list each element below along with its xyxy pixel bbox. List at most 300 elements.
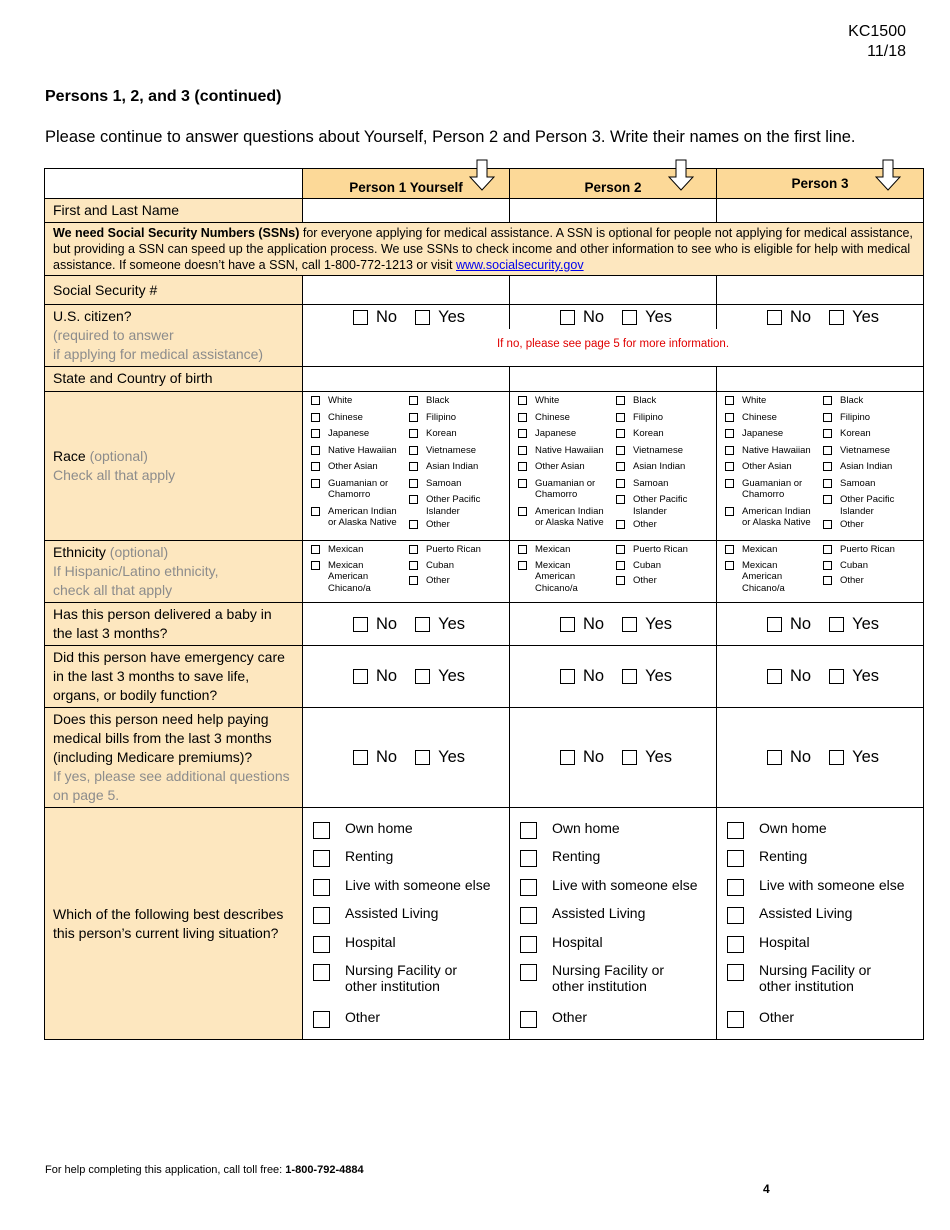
race-sub: Check all that apply	[53, 467, 176, 483]
no-checkbox[interactable]	[560, 669, 575, 684]
race-option-label: Samoan	[633, 477, 669, 489]
ethnicity-label	[45, 541, 303, 603]
living-option-label: Assisted Living	[759, 905, 853, 922]
yes-checkbox[interactable]	[829, 750, 844, 765]
race-option-label: Korean	[426, 428, 457, 439]
race-option	[725, 506, 819, 529]
race-option-label: Native Hawaiian	[535, 444, 604, 456]
living-option	[313, 962, 509, 1009]
race-option-label: Other	[426, 519, 450, 530]
ethnicity-checkbox[interactable]	[725, 545, 734, 554]
yes-checkbox[interactable]	[829, 310, 844, 325]
race-checkbox[interactable]	[409, 479, 418, 488]
ethnicity-options-p1	[303, 541, 510, 603]
race-checkbox[interactable]	[311, 413, 320, 422]
race-option-label: Japanese	[742, 428, 784, 439]
living-checkbox[interactable]	[520, 964, 537, 981]
ethnicity-grid	[303, 541, 509, 598]
no-checkbox[interactable]	[767, 310, 782, 325]
yes-checkbox[interactable]	[622, 750, 637, 765]
race-optional: (optional)	[85, 448, 148, 464]
race-checkbox[interactable]	[616, 396, 625, 405]
race-options-p3	[717, 392, 924, 541]
race-option-label: Filipino	[426, 411, 457, 423]
race-option	[616, 461, 710, 473]
ethnicity-option-label: Puerto Rican	[840, 544, 895, 555]
ethnicity-column-left	[725, 544, 819, 598]
race-checkbox[interactable]	[725, 446, 734, 455]
living-option-label: Hospital	[552, 933, 603, 950]
race-option-label: Vietnamese	[633, 444, 683, 456]
race-option	[725, 428, 819, 440]
race-option-label: Black	[426, 395, 450, 406]
race-checkbox[interactable]	[311, 446, 320, 455]
yes-option[interactable]	[823, 615, 879, 634]
race-checkbox[interactable]	[518, 479, 527, 488]
race-checkbox[interactable]	[823, 495, 832, 504]
living-option	[727, 1009, 923, 1037]
birth-field-p3[interactable]	[717, 367, 924, 392]
ethnicity-option	[823, 544, 917, 556]
ethnicity-option	[518, 560, 612, 595]
no-label: No	[375, 667, 398, 685]
race-checkbox[interactable]	[409, 520, 418, 529]
no-label: No	[582, 667, 605, 685]
race-option-label: Japanese	[328, 428, 370, 439]
birth-label: State and Country of birth	[45, 367, 303, 392]
no-checkbox[interactable]	[353, 750, 368, 765]
living-option-label: Live with someone else	[759, 876, 905, 893]
race-option	[409, 478, 503, 490]
yes-checkbox[interactable]	[622, 617, 637, 632]
race-checkbox[interactable]	[725, 462, 734, 471]
ethnicity-checkbox[interactable]	[409, 545, 418, 554]
race-option-label: Chinese	[742, 411, 777, 423]
living-option-label: Nursing Facility or other institution	[552, 961, 665, 994]
race-option	[409, 494, 503, 517]
living-checkbox[interactable]	[727, 936, 744, 953]
no-option[interactable]	[347, 615, 397, 634]
race-option	[518, 412, 612, 424]
no-label: No	[582, 748, 605, 766]
race-option-label: White	[328, 395, 353, 406]
citizen-yn-p2	[509, 305, 716, 329]
yes-label: Yes	[645, 667, 672, 685]
yes-label: Yes	[852, 667, 879, 685]
ssn-note-bold: We need Social Security Numbers (SSNs)	[53, 226, 300, 240]
ethnicity-checkbox[interactable]	[616, 561, 625, 570]
ethnicity-sub-2: check all that apply	[53, 582, 173, 598]
no-checkbox[interactable]	[767, 750, 782, 765]
living-option	[727, 962, 923, 1009]
citizen-yn-p1	[303, 305, 509, 329]
race-checkbox[interactable]	[518, 396, 527, 405]
race-checkbox[interactable]	[823, 429, 832, 438]
ethnicity-option-label: Other	[840, 575, 864, 586]
living-option-label: Hospital	[759, 933, 810, 950]
race-checkbox[interactable]	[311, 507, 320, 516]
race-option	[616, 412, 710, 424]
section-title: Persons 1, 2, and 3 (continued)	[45, 88, 282, 105]
race-option	[823, 445, 917, 457]
no-option[interactable]	[554, 748, 604, 767]
race-checkbox[interactable]	[518, 446, 527, 455]
living-checkbox[interactable]	[520, 936, 537, 953]
living-checkbox[interactable]	[727, 850, 744, 867]
race-option-label: Guamanian or Chamorro	[328, 477, 389, 500]
living-option	[727, 934, 923, 962]
living-option-label: Live with someone else	[552, 876, 698, 893]
no-checkbox[interactable]	[560, 750, 575, 765]
race-checkbox[interactable]	[409, 429, 418, 438]
no-checkbox[interactable]	[353, 617, 368, 632]
name-field-p1[interactable]	[303, 199, 510, 223]
ethnicity-checkbox[interactable]	[823, 576, 832, 585]
race-checkbox[interactable]	[409, 413, 418, 422]
ethnicity-grid	[717, 541, 923, 598]
race-option	[518, 478, 612, 501]
ethnicity-option-label: Other	[426, 575, 450, 586]
race-checkbox[interactable]	[616, 446, 625, 455]
person-2-header	[510, 169, 717, 199]
race-option-label: Vietnamese	[840, 444, 890, 456]
footer	[45, 1164, 364, 1176]
yes-checkbox[interactable]	[829, 617, 844, 632]
ethnicity-option	[311, 560, 405, 595]
race-grid	[510, 392, 716, 536]
race-title: Race	[53, 448, 86, 464]
no-checkbox[interactable]	[767, 669, 782, 684]
race-option	[725, 445, 819, 457]
living-checkbox[interactable]	[313, 907, 330, 924]
race-checkbox[interactable]	[409, 446, 418, 455]
no-option[interactable]	[761, 748, 811, 767]
emergency-label: Did this person have emergency care in the last 3 months to save life, organs, or bodily function?	[45, 646, 303, 708]
living-checkbox[interactable]	[313, 1011, 330, 1028]
ssa-link[interactable]: www.socialsecurity.gov	[456, 258, 584, 272]
ethnicity-options-p2	[510, 541, 717, 603]
race-option-label: Korean	[840, 428, 871, 439]
citizen-note: If no, please see page 5 for more information.	[496, 338, 730, 350]
ssn-field-p2[interactable]	[510, 276, 717, 305]
yes-option[interactable]	[409, 667, 465, 686]
race-option	[409, 412, 503, 424]
ethnicity-column-right	[823, 544, 917, 598]
living-checkbox[interactable]	[727, 907, 744, 924]
bills-label	[45, 708, 303, 808]
living-option	[313, 905, 509, 933]
yes-option[interactable]	[616, 667, 672, 686]
race-option	[823, 395, 917, 407]
no-option[interactable]	[761, 615, 811, 634]
ethnicity-checkbox[interactable]	[823, 561, 832, 570]
ethnicity-checkbox[interactable]	[616, 576, 625, 585]
race-option	[725, 412, 819, 424]
race-option-label: American Indian or Alaska Native	[742, 505, 811, 528]
living-checkbox[interactable]	[520, 879, 537, 896]
no-checkbox[interactable]	[560, 310, 575, 325]
race-option-label: Black	[840, 395, 864, 406]
race-options-p2	[510, 392, 717, 541]
ssn-note	[45, 223, 924, 276]
footer-phone: 1-800-792-4884	[285, 1164, 364, 1176]
no-checkbox[interactable]	[353, 310, 368, 325]
yes-no-group	[303, 667, 509, 686]
birth-field-p1[interactable]	[303, 367, 510, 392]
race-checkbox[interactable]	[725, 429, 734, 438]
race-checkbox[interactable]	[725, 479, 734, 488]
race-option-label: Korean	[633, 428, 664, 439]
name-field-p3[interactable]	[717, 199, 924, 223]
race-option-label: Filipino	[633, 411, 664, 423]
race-option-label: Other Pacific Islander	[840, 494, 895, 517]
race-checkbox[interactable]	[725, 413, 734, 422]
living-option	[520, 1009, 716, 1037]
race-checkbox[interactable]	[823, 413, 832, 422]
living-checkbox[interactable]	[313, 936, 330, 953]
race-checkbox[interactable]	[823, 462, 832, 471]
ethnicity-checkbox[interactable]	[725, 561, 734, 570]
bills-yn-p1	[303, 708, 510, 808]
no-option[interactable]	[347, 667, 397, 686]
no-checkbox[interactable]	[560, 617, 575, 632]
race-option-label: Native Hawaiian	[328, 444, 397, 456]
no-checkbox[interactable]	[767, 617, 782, 632]
race-checkbox[interactable]	[616, 479, 625, 488]
living-checkbox[interactable]	[313, 964, 330, 981]
yes-option[interactable]	[616, 748, 672, 767]
ethnicity-sub-1: If Hispanic/Latino ethnicity,	[53, 563, 219, 579]
living-checkbox[interactable]	[313, 879, 330, 896]
person-3-label: Person 3	[791, 176, 849, 191]
yes-option[interactable]	[616, 615, 672, 634]
race-option-label: Other	[633, 519, 657, 530]
birth-field-p2[interactable]	[510, 367, 717, 392]
living-option	[727, 905, 923, 933]
yes-checkbox[interactable]	[622, 669, 637, 684]
yes-no-group	[510, 667, 716, 686]
ethnicity-option	[518, 544, 612, 556]
living-checkbox[interactable]	[313, 850, 330, 867]
no-label: No	[375, 614, 398, 633]
yes-label: Yes	[852, 748, 879, 766]
race-option	[616, 395, 710, 407]
race-checkbox[interactable]	[823, 396, 832, 405]
race-checkbox[interactable]	[616, 462, 625, 471]
emergency-yn-p2	[510, 646, 717, 708]
race-option	[616, 428, 710, 440]
race-option	[518, 445, 612, 457]
race-column-left	[725, 395, 819, 536]
ethnicity-column-left	[311, 544, 405, 598]
race-checkbox[interactable]	[823, 520, 832, 529]
race-checkbox[interactable]	[518, 413, 527, 422]
living-label: Which of the following best describes this person’s current living situation?	[45, 808, 303, 1040]
ethnicity-checkbox[interactable]	[518, 545, 527, 554]
race-option	[518, 506, 612, 529]
yes-label: Yes	[438, 748, 465, 766]
yes-checkbox[interactable]	[829, 669, 844, 684]
ethnicity-option	[823, 575, 917, 587]
race-checkbox[interactable]	[518, 462, 527, 471]
race-checkbox[interactable]	[311, 396, 320, 405]
no-option[interactable]	[761, 667, 811, 686]
no-label: No	[789, 667, 812, 685]
citizen-sub-2: if applying for medical assistance)	[53, 346, 264, 362]
race-option	[409, 519, 503, 531]
ethnicity-checkbox[interactable]	[823, 545, 832, 554]
race-checkbox[interactable]	[518, 507, 527, 516]
race-checkbox[interactable]	[311, 462, 320, 471]
race-checkbox[interactable]	[725, 396, 734, 405]
yes-label: Yes	[645, 614, 672, 633]
baby-label: Has this person delivered a baby in the last 3 months?	[45, 603, 303, 646]
no-label: No	[375, 748, 398, 766]
ethnicity-checkbox[interactable]	[311, 545, 320, 554]
living-checkbox[interactable]	[313, 822, 330, 839]
page-number: 4	[763, 1182, 770, 1196]
living-checkbox[interactable]	[727, 964, 744, 981]
ssn-field-p1[interactable]	[303, 276, 510, 305]
yes-checkbox[interactable]	[415, 750, 430, 765]
ethnicity-option-label: Mexican American Chicano/a	[742, 559, 785, 594]
ethnicity-checkbox[interactable]	[409, 561, 418, 570]
race-checkbox[interactable]	[823, 446, 832, 455]
yes-option[interactable]	[409, 615, 465, 634]
no-label: No	[375, 307, 398, 326]
person-1-label: Person 1 Yourself	[349, 180, 463, 195]
living-checkbox[interactable]	[520, 1011, 537, 1028]
race-option	[311, 445, 405, 457]
race-option	[823, 412, 917, 424]
yes-checkbox[interactable]	[415, 617, 430, 632]
race-checkbox[interactable]	[409, 396, 418, 405]
living-checkbox[interactable]	[727, 1011, 744, 1028]
race-option	[725, 461, 819, 473]
no-option[interactable]	[347, 748, 397, 767]
living-option-label: Own home	[345, 820, 413, 836]
ethnicity-checkbox[interactable]	[409, 576, 418, 585]
ethnicity-checkbox[interactable]	[518, 561, 527, 570]
race-grid	[303, 392, 509, 536]
bills-yn-p3	[717, 708, 924, 808]
yes-checkbox[interactable]	[415, 310, 430, 325]
race-checkbox[interactable]	[311, 479, 320, 488]
race-checkbox[interactable]	[823, 479, 832, 488]
yes-option[interactable]	[823, 748, 879, 767]
baby-yn-p1	[303, 603, 510, 646]
race-column-left	[311, 395, 405, 536]
person-2-label: Person 2	[584, 180, 642, 195]
ethnicity-title: Ethnicity	[53, 544, 106, 560]
no-label: No	[789, 614, 812, 633]
person-3-header	[717, 169, 924, 199]
ethnicity-checkbox[interactable]	[616, 545, 625, 554]
living-option	[520, 820, 716, 848]
living-options-p3	[717, 808, 924, 1040]
living-list	[717, 808, 923, 1037]
living-checkbox[interactable]	[520, 907, 537, 924]
yes-option[interactable]	[823, 667, 879, 686]
ethnicity-option-label: Cuban	[840, 559, 868, 571]
race-option-label: Vietnamese	[426, 444, 476, 456]
living-option	[727, 877, 923, 905]
race-option	[823, 494, 917, 517]
race-checkbox[interactable]	[518, 429, 527, 438]
yes-label: Yes	[852, 307, 879, 326]
yes-checkbox[interactable]	[415, 669, 430, 684]
living-option-label: Assisted Living	[345, 905, 439, 922]
ethnicity-option	[409, 575, 503, 587]
race-grid	[717, 392, 923, 536]
ethnicity-option-label: Mexican	[328, 544, 364, 555]
race-option-label: American Indian or Alaska Native	[328, 505, 397, 528]
race-option-label: Native Hawaiian	[742, 444, 811, 456]
race-checkbox[interactable]	[409, 495, 418, 504]
race-checkbox[interactable]	[616, 495, 625, 504]
race-option	[311, 461, 405, 473]
down-arrow-icon	[668, 159, 694, 191]
living-checkbox[interactable]	[727, 822, 744, 839]
living-option-label: Live with someone else	[345, 876, 491, 893]
yes-label: Yes	[438, 614, 465, 633]
yes-label: Yes	[645, 307, 672, 326]
race-checkbox[interactable]	[725, 507, 734, 516]
no-option[interactable]	[554, 667, 604, 686]
living-options-p2	[510, 808, 717, 1040]
footer-text: For help completing this application, call toll free:	[45, 1164, 286, 1176]
living-checkbox[interactable]	[520, 850, 537, 867]
living-option	[313, 934, 509, 962]
race-checkbox[interactable]	[311, 429, 320, 438]
ssn-note-text: for everyone applying for medical assistance. A SSN is optional for people not applying for medical assistance, but providing a SSN can speed up the application process. We use SSNs to check income and other information to see who is eligible for help with medical assistance. If someone doesn’t have a SSN, call 1-800-772-1213 or visit	[53, 226, 913, 272]
ethnicity-option	[616, 544, 710, 556]
no-checkbox[interactable]	[353, 669, 368, 684]
yes-option[interactable]	[409, 748, 465, 767]
living-option-label: Nursing Facility or other institution	[345, 961, 458, 994]
race-checkbox[interactable]	[616, 520, 625, 529]
race-checkbox[interactable]	[409, 462, 418, 471]
yes-checkbox[interactable]	[622, 310, 637, 325]
no-label: No	[582, 614, 605, 633]
ethnicity-option	[409, 544, 503, 556]
living-checkbox[interactable]	[727, 879, 744, 896]
ethnicity-checkbox[interactable]	[311, 561, 320, 570]
name-field-p2[interactable]	[510, 199, 717, 223]
race-option	[616, 494, 710, 517]
race-column-right	[823, 395, 917, 536]
race-checkbox[interactable]	[616, 429, 625, 438]
living-list	[303, 808, 509, 1037]
yes-no-group	[303, 748, 509, 767]
living-checkbox[interactable]	[520, 822, 537, 839]
yes-no-group	[717, 615, 923, 634]
living-list	[510, 808, 716, 1037]
citizen-label	[45, 305, 303, 367]
living-option	[313, 1009, 509, 1037]
no-option[interactable]	[554, 615, 604, 634]
baby-yn-p3	[717, 603, 924, 646]
race-checkbox[interactable]	[616, 413, 625, 422]
race-option	[616, 478, 710, 490]
living-option-label: Assisted Living	[552, 905, 646, 922]
ethnicity-option-label: Mexican American Chicano/a	[535, 559, 578, 594]
emergency-yn-p3	[717, 646, 924, 708]
ssn-field-p3[interactable]	[717, 276, 924, 305]
living-option-label: Renting	[552, 848, 601, 865]
living-option-label: Own home	[552, 820, 620, 836]
race-option-label: Other Asian	[742, 461, 792, 472]
